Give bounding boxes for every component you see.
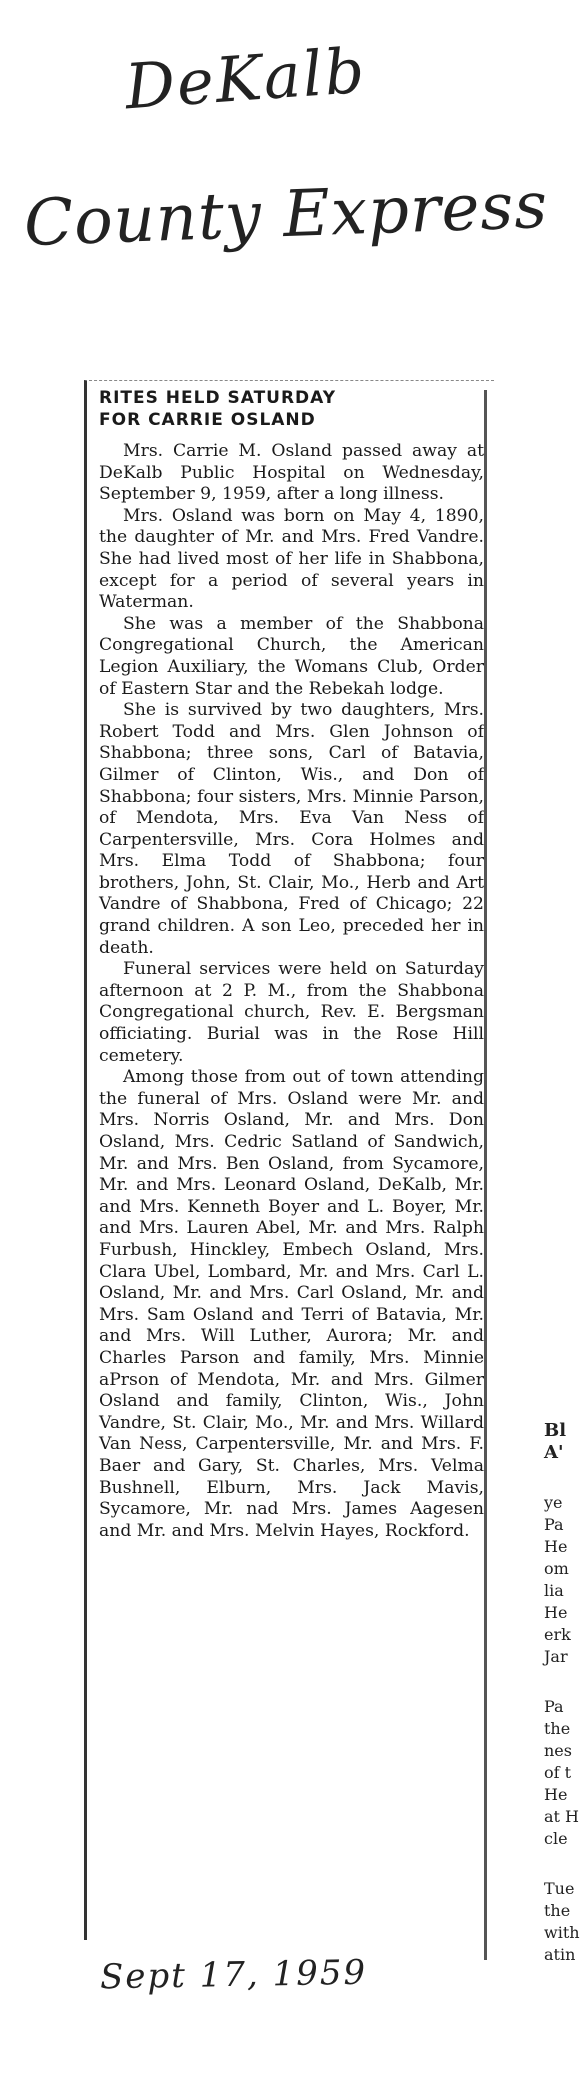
paragraph-birth: Mrs. Osland was born on May 4, 1890, the daughter of Mr. and Mrs. Fred Vandre. She had lived most of her life in Shabbona, except for a period of several years in Waterman. xyxy=(99,505,484,613)
handwritten-source-line2: County Express xyxy=(22,168,550,262)
fragment-text: Tue xyxy=(544,1879,575,1898)
paragraph-death-notice: Mrs. Carrie M. Osland passed away at DeKalb Public Hospital on Wednesday, September 9, 1959, after a long illness. xyxy=(99,441,484,505)
paragraph-memberships: She was a member of the Shabbona Congregational Church, the American Legion Auxiliary, the Womans Club, Order of Eastern Star and the Rebekah lodge. xyxy=(99,613,484,699)
newspaper-clipping xyxy=(84,380,494,1940)
paragraph-survivors: She is survived by two daughters, Mrs. Robert Todd and Mrs. Glen Johnson of Shabbona; three sons, Carl of Batavia, Gilmer of Clinton, Wis., and Don of Shabbona; four sisters, Mrs. Minnie Parson, of Mendota, Mrs. Eva Van Ness of Carpentersville, Mrs. Cora Holmes and Mrs. Elma Todd of Shabbona; four brothers, John, St. Clair, Mo., Herb and Art Vandre of Shabbona, Fred of Chicago; 22 grand children. A son Leo, preceded her in death. xyxy=(99,700,484,958)
fragment-text: of t xyxy=(544,1763,572,1782)
fragment-text: at H xyxy=(544,1807,580,1826)
handwritten-date: Sept 17, 1959 xyxy=(99,1952,368,1998)
paragraph-funeral: Funeral services were held on Saturday afternoon at 2 P. M., from the Shabbona Congregational church, Rev. E. Bergsman officiating. Burial was in the Rose Hill cemetery. xyxy=(99,959,484,1066)
fragment-text: with xyxy=(544,1923,580,1942)
fragment-text: ye xyxy=(544,1493,563,1512)
fragment-text: the xyxy=(544,1719,571,1738)
fragment-text: He xyxy=(544,1603,568,1622)
fragment-text: Bl xyxy=(544,1420,567,1441)
paragraph-attendees: Among those from out of town attending the funeral of Mrs. Osland were Mr. and Mrs. Norris Osland, Mr. and Mrs. Don Osland, Mrs. Cedric Satland of Sandwich, Mr. and Mrs. Ben Osland, from Sycamore, Mr. and Mrs. Leonard Osland, DeKalb, Mr. and Mrs. Kenneth Boyer and L. Boyer, Mr. and Mrs. Lauren Abel, Mr. and Mrs. Ralph Furbush, Hinckley, Embech Osland, Mrs. Clara Ubel, Lombard, Mr. and Mrs. Carl L. Osland, Mr. and Mrs. Carl Osland, Mr. and Mrs. Sam Osland and Terri of Batavia, Mr. and Mrs. Will Luther, Aurora; Mr. and Charles Parson and family, Mrs. Minnie aPrson of Mendota, Mr. and Mrs. Gilmer Osland and family, Clinton, Wis., John Vandre, St. Clair, Mo., Mr. and Mrs. Willard Van Ness, Carpentersville, Mr. and Mrs. F. Baer and Gary, St. Charles, Mrs. Velma Bushnell, Elburn, Mrs. Jack Mavis, Sycamore, Mr. nad Mrs. James Aagesen and Mr. and Mrs. Melvin Hayes, Rockford. xyxy=(99,1067,484,1541)
fragment-text: He xyxy=(544,1537,568,1556)
obituary-article xyxy=(87,381,494,1542)
fragment-text: He xyxy=(544,1785,568,1804)
fragment-text: Pa xyxy=(544,1515,564,1534)
fragment-text: nes xyxy=(544,1741,572,1760)
fragment-text: Jar xyxy=(544,1647,568,1666)
fragment-text: the xyxy=(544,1901,571,1920)
handwritten-source-line1: DeKalb xyxy=(122,33,369,124)
fragment-text: A' xyxy=(544,1442,564,1463)
fragment-text: Pa xyxy=(544,1697,564,1716)
adjacent-column-fragment xyxy=(544,1420,580,1966)
headline-line1: RITES HELD SATURDAY xyxy=(99,388,337,408)
fragment-text: om xyxy=(544,1559,569,1578)
fragment-text: erk xyxy=(544,1625,571,1644)
fragment-text: cle xyxy=(544,1829,568,1848)
headline-line2: FOR CARRIE OSLAND xyxy=(99,410,316,430)
clipping-column-rule xyxy=(484,390,487,1960)
fragment-text: lia xyxy=(544,1581,564,1600)
fragment-text: atin xyxy=(544,1945,576,1964)
